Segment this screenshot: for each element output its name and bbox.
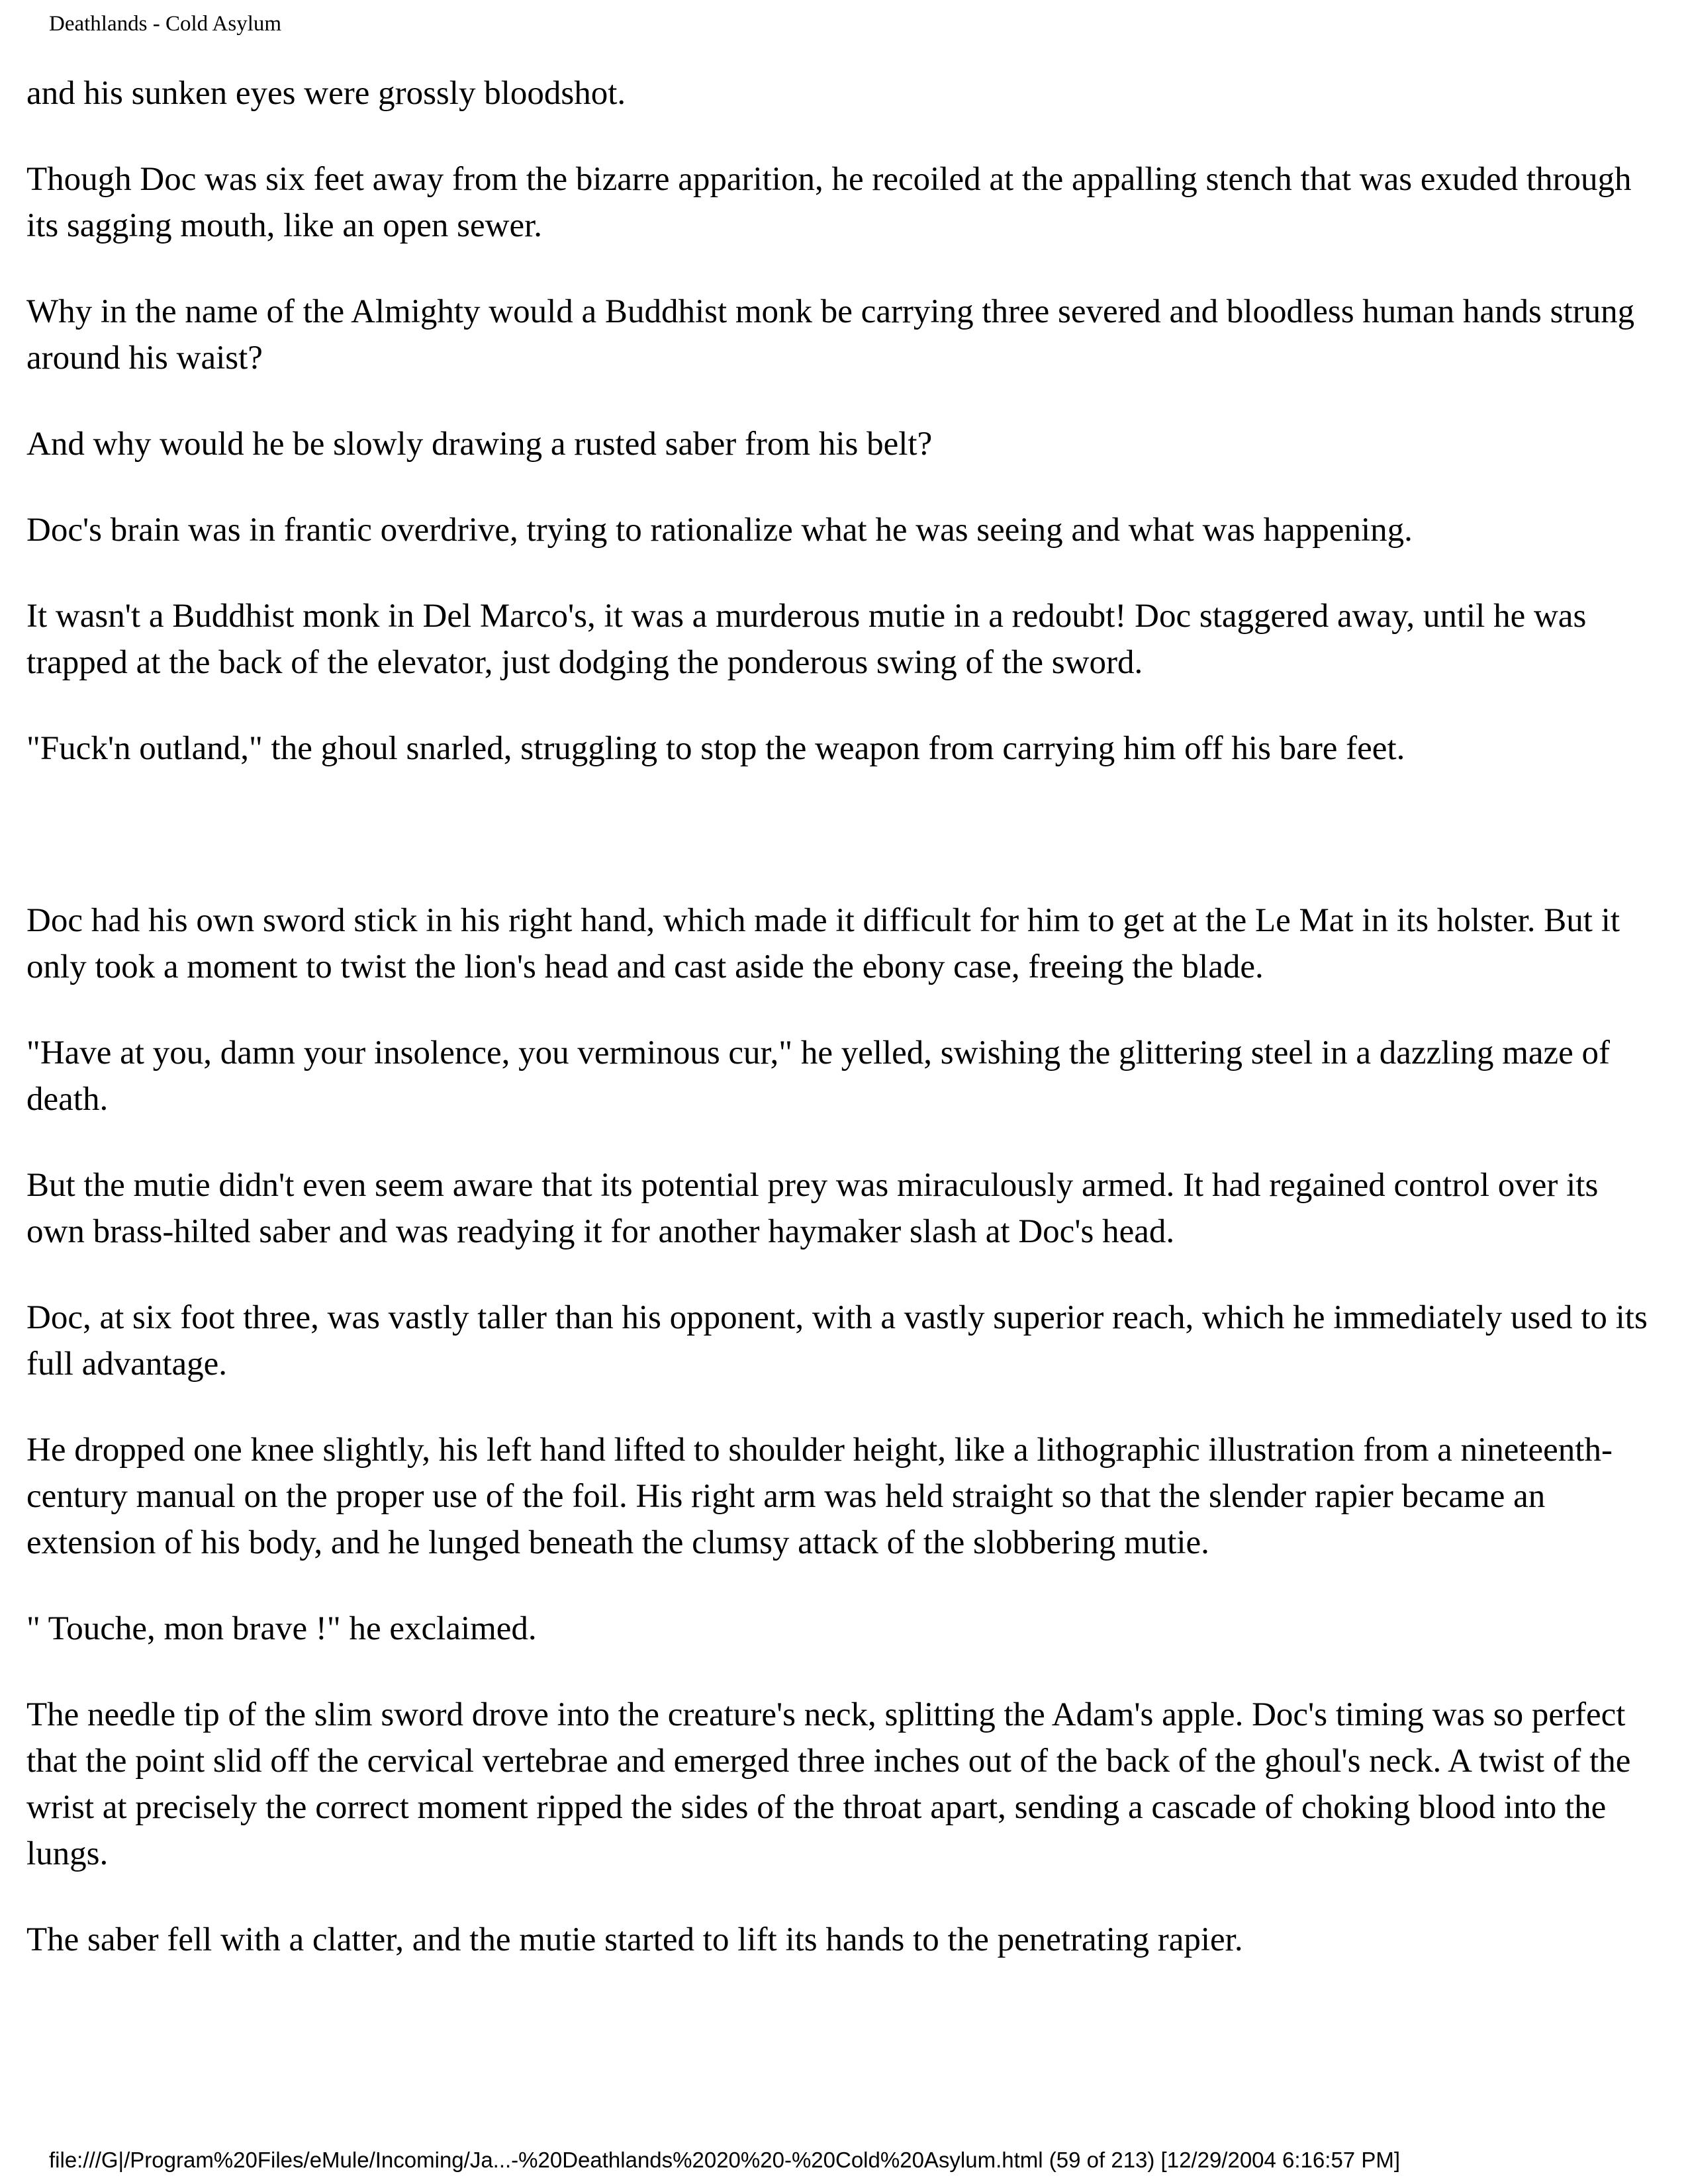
- paragraph: " Touche, mon brave !" he exclaimed.: [26, 1610, 537, 1647]
- paragraph: And why would he be slowly drawing a rusted saber from his belt?: [26, 426, 933, 463]
- paragraph: Though Doc was six feet away from the bizarre apparition, he recoiled at the appalling stench that was exuded through its sagging mouth, like an open sewer.: [26, 161, 1632, 244]
- paragraph: The saber fell with a clatter, and the mutie started to lift its hands to the penetrating rapier.: [26, 1921, 1243, 1958]
- paragraph: Why in the name of the Almighty would a Buddhist monk be carrying three severed and bloodless human hands strung around his waist?: [26, 293, 1635, 377]
- page-header-title: Deathlands - Cold Asylum: [49, 12, 282, 36]
- paragraph: But the mutie didn't even seem aware that its potential prey was miraculously armed. It had regained control over its own brass-hilted saber and was readying it for another haymaker slash at Doc's head.: [26, 1167, 1599, 1250]
- paragraph: Doc had his own sword stick in his right hand, which made it difficult for him to get at the Le Mat in its holster. But it only took a moment to twist the lion's head and cast aside the ebony case, freeing the blade.: [26, 902, 1620, 985]
- paragraph: and his sunken eyes were grossly bloodshot.: [26, 75, 626, 112]
- story-text: [26, 70, 1662, 2003]
- paragraph: It wasn't a Buddhist monk in Del Marco's, it was a murderous mutie in a redoubt! Doc staggered away, until he was trapped at the back of the elevator, just dodging the ponderous swing of the sword.: [26, 598, 1587, 681]
- paragraph: Doc's brain was in frantic overdrive, trying to rationalize what he was seeing and what was happening.: [26, 512, 1413, 549]
- page-footer-source: file:///G|/Program%20Files/eMule/Incoming/Ja...-%20Deathlands%2020%20-%20Cold%20Asylum.html (59 of 213) [12/29/2004 6:16:57 PM]: [49, 2148, 1400, 2172]
- paragraph: "Have at you, damn your insolence, you verminous cur," he yelled, swishing the glittering steel in a dazzling maze of death.: [26, 1034, 1611, 1118]
- paragraph: "Fuck'n outland," the ghoul snarled, struggling to stop the weapon from carrying him off his bare feet.: [26, 730, 1405, 767]
- paragraph: The needle tip of the slim sword drove into the creature's neck, splitting the Adam's apple. Doc's timing was so perfect that the point slid off the cervical vertebrae and emerged three inches out of the back of the ghoul's neck. A twist of the wrist at precisely the correct moment ripped the sides of the throat apart, sending a cascade of choking blood into the lungs.: [26, 1696, 1631, 1872]
- paragraph: Doc, at six foot three, was vastly taller than his opponent, with a vastly superior reach, which he immediately used to its full advantage.: [26, 1299, 1648, 1383]
- paragraph: He dropped one knee slightly, his left hand lifted to shoulder height, like a lithographic illustration from a nineteenth-century manual on the proper use of the foil. His right arm was held straight so that the slender rapier became an extension of his body, and he lunged beneath the clumsy attack of the slobbering mutie.: [26, 1432, 1613, 1561]
